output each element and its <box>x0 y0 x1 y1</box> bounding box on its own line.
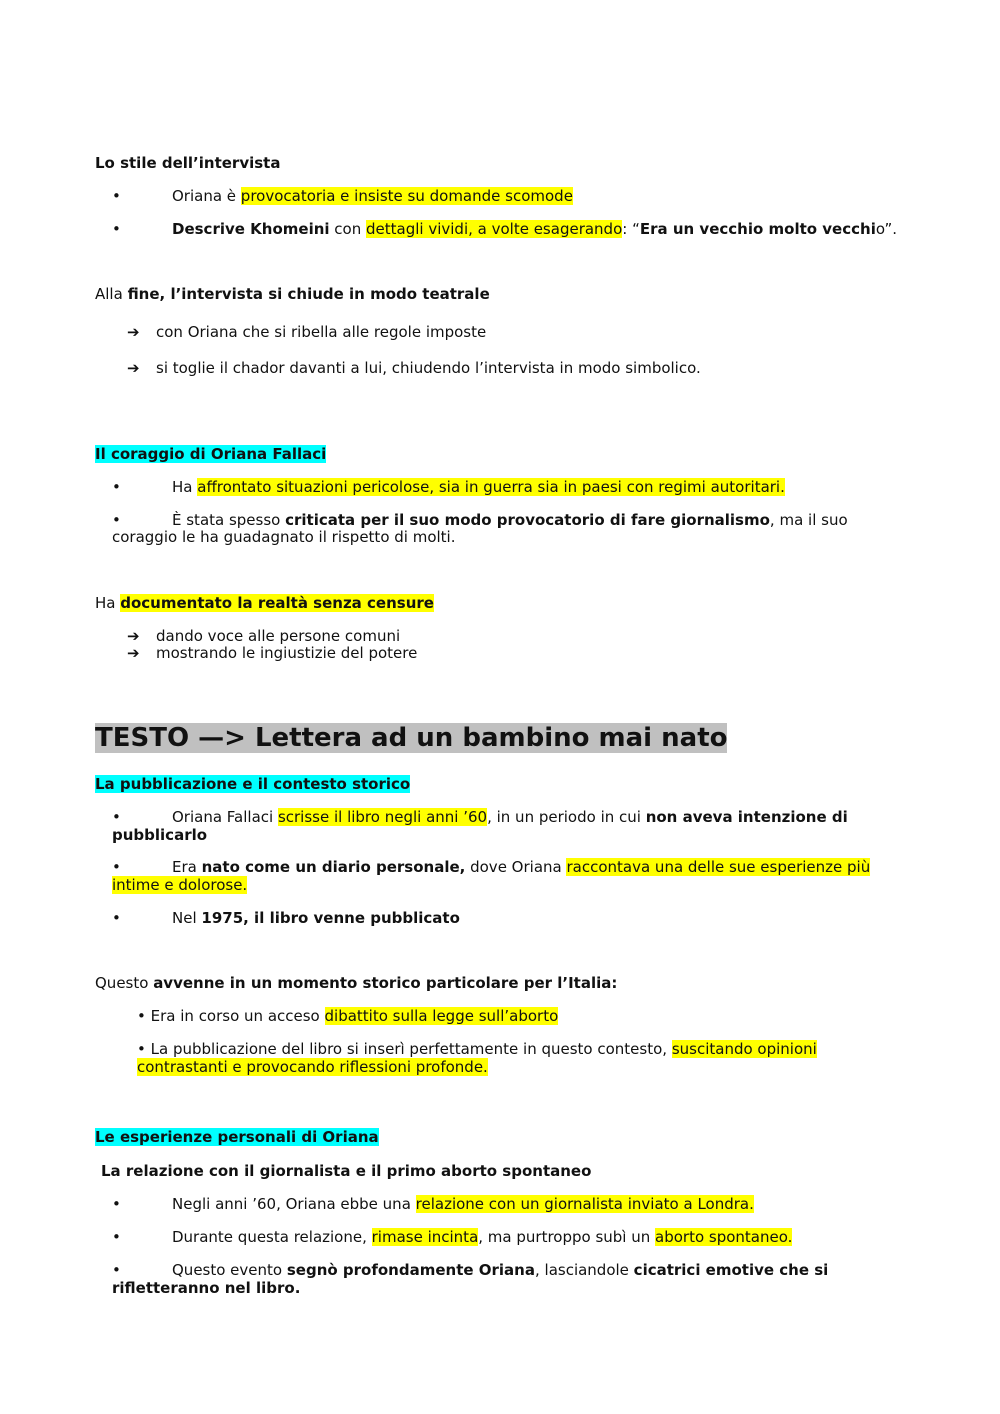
cyan-highlight: La pubblicazione e il contesto storico <box>95 775 411 793</box>
arrow-icon: ➔ <box>127 627 140 645</box>
highlight: intime e dolorose. <box>112 876 248 894</box>
section-heading-pubblicazione <box>95 775 905 793</box>
text: o”. <box>875 220 898 238</box>
text: Durante questa relazione, <box>172 1228 372 1246</box>
text: Questo <box>95 974 154 992</box>
arrow-icon: ➔ <box>127 323 140 341</box>
bold-text: nato come un diario personale, <box>201 858 466 876</box>
text: , lasciandole <box>534 1261 634 1279</box>
bold-text: Descrive Khomeini <box>172 220 330 238</box>
text: Negli anni ’60, Oriana ebbe una <box>172 1195 416 1213</box>
text: Alla <box>95 285 128 303</box>
bold-text: avvenne in un momento storico particolare per l’Italia: <box>153 974 618 992</box>
list-item <box>95 1007 905 1025</box>
highlight: affrontato situazioni pericolose, sia in guerra sia in paesi con regimi autoritari. <box>197 478 785 496</box>
section-heading-stile: Lo stile dell’intervista <box>95 154 281 172</box>
text: si toglie il chador davanti a lui, chiudendo l’intervista in modo simbolico. <box>156 359 701 377</box>
text: , in un periodo in cui <box>487 808 646 826</box>
bullet-icon: • <box>112 478 121 496</box>
list-item <box>95 808 905 826</box>
bold-text: non aveva intenzione di <box>645 808 848 826</box>
highlight: rimase incinta <box>371 1228 479 1246</box>
arrow-icon: ➔ <box>127 359 140 377</box>
text: con <box>329 220 366 238</box>
gray-highlight: TESTO —> Lettera ad un bambino mai nato <box>95 723 728 753</box>
list-item <box>95 858 905 876</box>
list-item-continuation: rifletteranno nel libro. <box>112 1279 301 1297</box>
text: dando voce alle persone comuni <box>156 627 401 645</box>
list-item <box>95 1261 905 1279</box>
text: : “ <box>622 220 640 238</box>
bold-text: criticata per il suo modo provocatorio di fare giornalismo <box>285 511 770 529</box>
bold-text: segnò profondamente Oriana <box>286 1261 535 1279</box>
highlight: provocatoria e insiste su domande scomode <box>240 187 573 205</box>
bullet-icon: • <box>112 858 121 876</box>
section-heading-esperienze <box>95 1128 905 1146</box>
paragraph-fine <box>95 285 905 303</box>
bullet-icon: • <box>137 1007 146 1025</box>
list-item <box>95 909 905 927</box>
list-item <box>95 511 905 529</box>
bullet-icon: • <box>137 1040 146 1058</box>
text: con Oriana che si ribella alle regole imposte <box>156 323 487 341</box>
highlight: raccontava una delle sue esperienze più <box>566 858 871 876</box>
bullet-icon: • <box>112 220 121 238</box>
text: , ma purtroppo subì un <box>478 1228 656 1246</box>
arrow-item <box>95 644 905 662</box>
cyan-highlight: Le esperienze personali di Oriana <box>95 1128 379 1146</box>
list-item <box>95 1040 905 1058</box>
document-title <box>95 722 905 754</box>
text: È stata spesso <box>172 511 286 529</box>
list-item <box>95 1195 905 1213</box>
text: Era <box>172 858 202 876</box>
text: dove Oriana <box>465 858 567 876</box>
bullet-icon: • <box>112 1228 121 1246</box>
paragraph-documentato <box>95 594 905 612</box>
bold-text: cicatrici emotive che si <box>633 1261 829 1279</box>
highlight: dettagli vividi, a volte esagerando <box>366 220 623 238</box>
highlight: aborto spontaneo. <box>655 1228 793 1246</box>
subheading-relazione: La relazione con il giornalista e il primo aborto spontaneo <box>101 1162 592 1180</box>
arrow-icon: ➔ <box>127 644 140 662</box>
list-item <box>95 187 905 205</box>
arrow-item <box>95 359 905 377</box>
text: Oriana Fallaci <box>172 808 278 826</box>
list-item-continuation <box>95 876 905 894</box>
list-item <box>95 1228 905 1246</box>
paragraph-questo <box>95 974 905 992</box>
bold-text: 1975, il libro venne pubblicato <box>201 909 460 927</box>
text: Era in corso un acceso <box>150 1007 325 1025</box>
arrow-item <box>95 323 905 341</box>
text: Questo evento <box>172 1261 287 1279</box>
cyan-highlight: Il coraggio di Oriana Fallaci <box>95 445 327 463</box>
list-item-continuation: coraggio le ha guadagnato il rispetto di molti. <box>112 528 456 546</box>
bullet-icon: • <box>112 511 121 529</box>
text: Ha <box>172 478 198 496</box>
highlight: contrastanti e provocando riflessioni profonde. <box>137 1058 488 1076</box>
list-item-continuation: pubblicarlo <box>112 826 208 844</box>
list-item-continuation <box>95 1058 905 1076</box>
text: , ma il suo <box>769 511 848 529</box>
bullet-icon: • <box>112 187 121 205</box>
arrow-item <box>95 627 905 645</box>
section-heading-coraggio <box>95 445 905 463</box>
bold-text: Era un vecchio molto vecchi <box>639 220 876 238</box>
list-item <box>95 478 905 496</box>
bullet-icon: • <box>112 1261 121 1279</box>
bullet-icon: • <box>112 909 121 927</box>
list-item <box>95 220 905 238</box>
highlight: documentato la realtà senza censure <box>120 594 434 612</box>
text: mostrando le ingiustizie del potere <box>156 644 418 662</box>
highlight: scrisse il libro negli anni ’60 <box>277 808 488 826</box>
bullet-icon: • <box>112 808 121 826</box>
text: Ha <box>95 594 121 612</box>
highlight: relazione con un giornalista inviato a Londra. <box>415 1195 754 1213</box>
text: La pubblicazione del libro si inserì perfettamente in questo contesto, <box>150 1040 672 1058</box>
bold-text: fine, l’intervista si chiude in modo teatrale <box>127 285 490 303</box>
highlight: dibattito sulla legge sull’aborto <box>324 1007 559 1025</box>
text: Oriana è <box>172 187 241 205</box>
bullet-icon: • <box>112 1195 121 1213</box>
text: Nel <box>172 909 202 927</box>
highlight: suscitando opinioni <box>671 1040 817 1058</box>
